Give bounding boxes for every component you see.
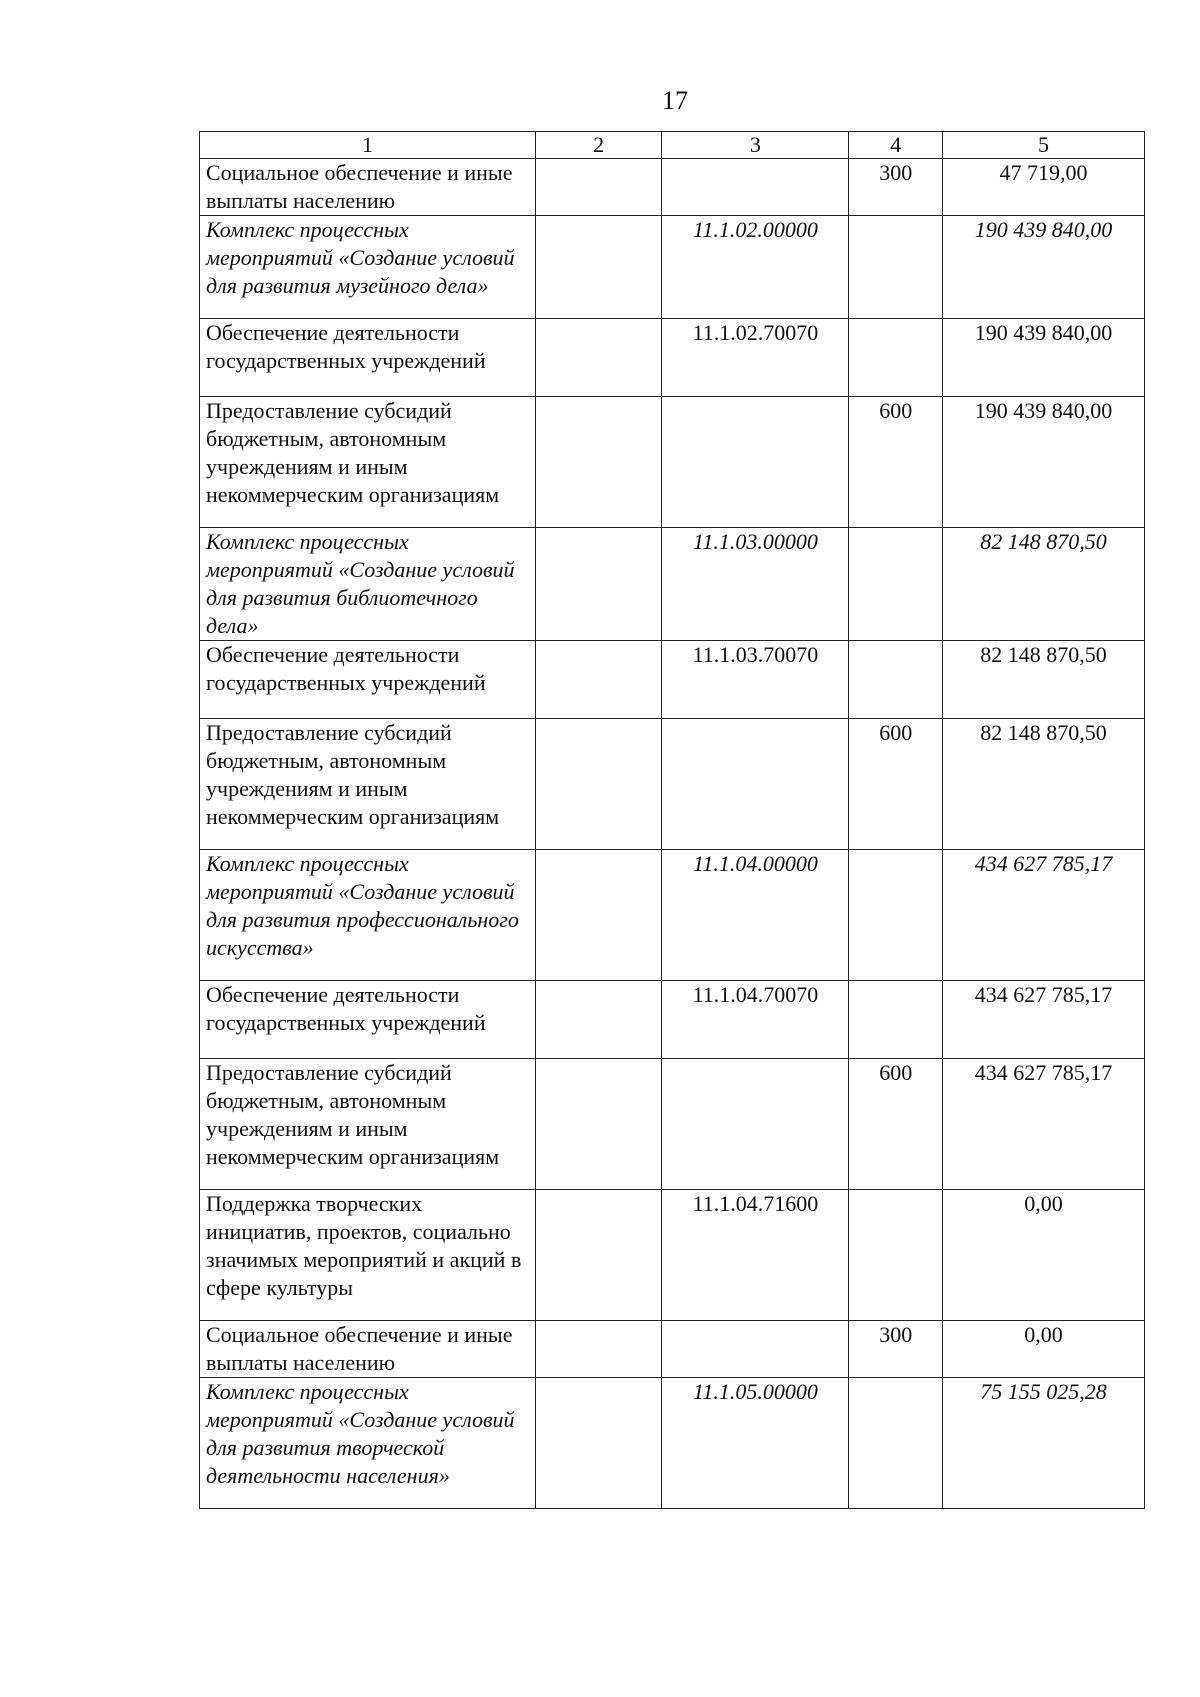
row-name-cell: Обеспечение деятельности государственных учреждений [200,641,536,719]
column-header-2: 2 [535,132,661,159]
row-col2-cell [535,216,661,319]
row-type-cell: 600 [849,397,943,528]
row-col2-cell [535,319,661,397]
row-name-cell: Предоставление субсидий бюджетным, автономным учреждениям и иным некоммерческим организациям [200,1059,536,1190]
row-amount-cell: 190 439 840,00 [942,397,1144,528]
row-name-cell: Комплекс процессных мероприятий «Создание условий для развития творческой деятельности населения» [200,1378,536,1509]
row-col2-cell [535,528,661,641]
row-type-cell [849,641,943,719]
row-type-cell [849,850,943,981]
row-col2-cell [535,1059,661,1190]
row-amount-cell: 47 719,00 [942,159,1144,216]
row-type-cell [849,528,943,641]
row-name-cell: Предоставление субсидий бюджетным, автономным учреждениям и иным некоммерческим организациям [200,719,536,850]
row-amount-cell: 190 439 840,00 [942,319,1144,397]
table-row [200,397,1145,528]
table-row [200,981,1145,1059]
row-amount-cell: 75 155 025,28 [942,1378,1144,1509]
header-row [200,132,1145,159]
row-amount-cell: 190 439 840,00 [942,216,1144,319]
row-type-cell: 300 [849,1321,943,1378]
row-code-cell: 11.1.04.00000 [662,850,849,981]
row-code-cell [662,159,849,216]
row-name-cell: Комплекс процессных мероприятий «Создание условий для развития библиотечного дела» [200,528,536,641]
row-code-cell: 11.1.02.00000 [662,216,849,319]
row-type-cell [849,981,943,1059]
row-amount-cell: 82 148 870,50 [942,641,1144,719]
page-number: 17 [662,86,688,115]
budget-table [199,131,1145,1509]
row-name-cell: Комплекс процессных мероприятий «Создание условий для развития музейного дела» [200,216,536,319]
table-row [200,528,1145,641]
row-col2-cell [535,850,661,981]
row-name-cell: Социальное обеспечение и иные выплаты населению [200,159,536,216]
column-header-1: 1 [200,132,536,159]
row-code-cell: 11.1.02.70070 [662,319,849,397]
row-col2-cell [535,1190,661,1321]
row-name-cell: Социальное обеспечение и иные выплаты населению [200,1321,536,1378]
row-code-cell: 11.1.03.00000 [662,528,849,641]
row-name-cell: Комплекс процессных мероприятий «Создание условий для развития профессионального искусства» [200,850,536,981]
table-row [200,216,1145,319]
row-code-cell [662,719,849,850]
column-header-3: 3 [662,132,849,159]
table-row [200,1190,1145,1321]
table-row [200,159,1145,216]
row-code-cell: 11.1.04.71600 [662,1190,849,1321]
row-col2-cell [535,719,661,850]
row-amount-cell: 82 148 870,50 [942,528,1144,641]
row-code-cell: 11.1.05.00000 [662,1378,849,1509]
row-col2-cell [535,159,661,216]
column-header-5: 5 [942,132,1144,159]
row-type-cell: 600 [849,719,943,850]
row-type-cell [849,319,943,397]
row-name-cell: Предоставление субсидий бюджетным, автономным учреждениям и иным некоммерческим организациям [200,397,536,528]
row-amount-cell: 82 148 870,50 [942,719,1144,850]
row-type-cell [849,216,943,319]
row-amount-cell: 434 627 785,17 [942,981,1144,1059]
row-amount-cell: 0,00 [942,1321,1144,1378]
row-amount-cell: 434 627 785,17 [942,1059,1144,1190]
row-name-cell: Поддержка творческих инициатив, проектов, социально значимых мероприятий и акций в сфере культуры [200,1190,536,1321]
table-row [200,719,1145,850]
row-type-cell [849,1190,943,1321]
row-code-cell [662,397,849,528]
table-row [200,641,1145,719]
table-row [200,1321,1145,1378]
table-row [200,850,1145,981]
row-code-cell [662,1321,849,1378]
row-code-cell [662,1059,849,1190]
row-amount-cell: 0,00 [942,1190,1144,1321]
row-col2-cell [535,641,661,719]
row-col2-cell [535,397,661,528]
row-type-cell [849,1378,943,1509]
row-code-cell: 11.1.03.70070 [662,641,849,719]
row-name-cell: Обеспечение деятельности государственных учреждений [200,319,536,397]
table-row [200,1378,1145,1509]
row-type-cell: 600 [849,1059,943,1190]
row-name-cell: Обеспечение деятельности государственных учреждений [200,981,536,1059]
row-code-cell: 11.1.04.70070 [662,981,849,1059]
table-body [200,132,1145,1509]
row-type-cell: 300 [849,159,943,216]
table-row [200,1059,1145,1190]
column-header-4: 4 [849,132,943,159]
row-col2-cell [535,1378,661,1509]
table-row [200,319,1145,397]
row-col2-cell [535,1321,661,1378]
row-col2-cell [535,981,661,1059]
row-amount-cell: 434 627 785,17 [942,850,1144,981]
